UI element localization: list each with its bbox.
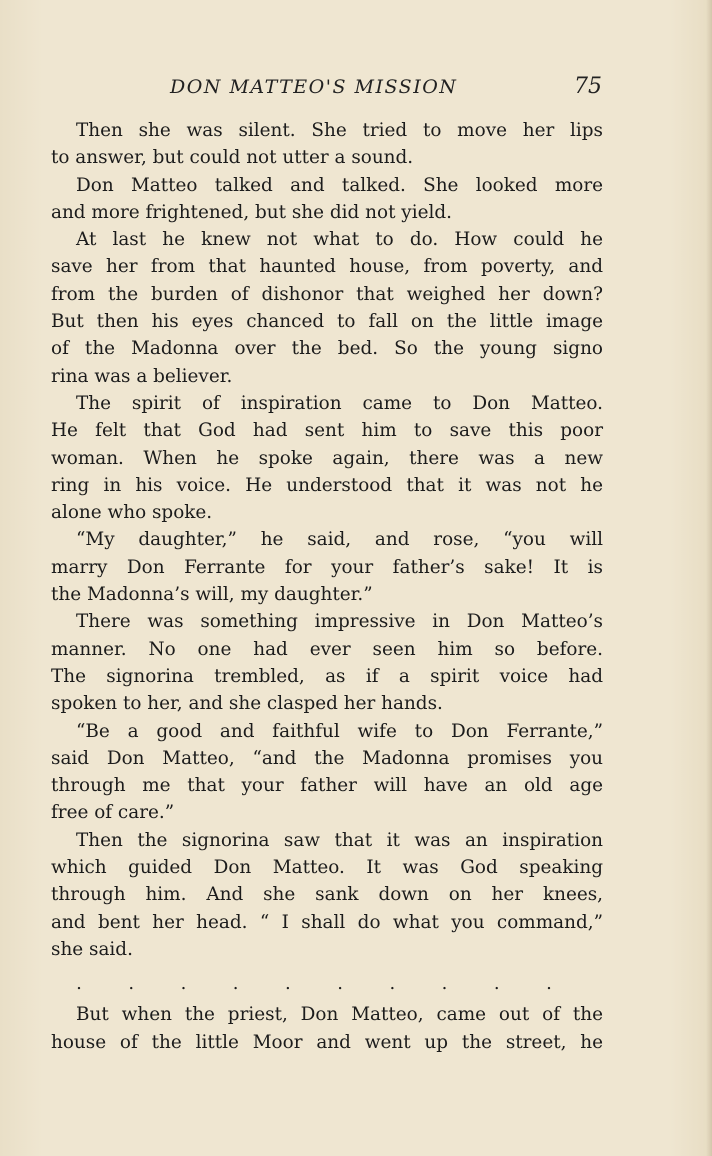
text-line: said Don Matteo, “and the Madonna promises you: [51, 747, 603, 769]
text-line: spoken to her, and she clasped her hands.: [51, 693, 443, 715]
text-line: which guided Don Matteo. It was God speaking: [51, 857, 603, 879]
text-line: and bent her head. “ I shall do what you command,”: [51, 911, 603, 933]
separator-dot: .: [128, 973, 135, 995]
text-line: alone who spoke.: [51, 502, 213, 524]
text-line: the Madonna’s will, my daughter.”: [51, 584, 373, 606]
text-line: marry Don Ferrante for your father’s sake! It is: [51, 556, 603, 578]
text-line: But then his eyes chanced to fall on the little image: [51, 311, 603, 333]
separator-dot: .: [546, 973, 552, 995]
text-line: “Be a good and faithful wife to Don Ferrante,”: [76, 720, 603, 742]
text-line: Don Matteo talked and talked. She looked more: [76, 174, 603, 196]
paragraph-1: [51, 117, 603, 172]
page-edge-shadow: [706, 0, 712, 1156]
text-line: house of the little Moor and went up the street, he: [51, 1031, 603, 1053]
text-line: He felt that God had sent him to save this poor: [51, 420, 603, 442]
text-line: ring in his voice. He understood that it was not he: [51, 474, 603, 496]
separator-dot: .: [441, 973, 448, 995]
text-line: The signorina trembled, as if a spirit voice had: [51, 665, 603, 687]
separator-dot: .: [389, 973, 396, 995]
text-line: Then she was silent. She tried to move her lips: [76, 120, 603, 141]
text-line: There was something impressive in Don Matteo’s: [76, 611, 603, 633]
paragraph-3: [51, 226, 603, 390]
paragraph-8: [51, 827, 603, 963]
separator-dot: .: [76, 973, 82, 995]
text-line: At last he knew not what to do. How could he: [76, 229, 603, 251]
text-line: from the burden of dishonor that weighed her down?: [51, 283, 603, 305]
text-line: to answer, but could not utter a sound.: [51, 147, 414, 169]
text-line: and more frightened, but she did not yield.: [51, 201, 452, 223]
page-header: [50, 66, 606, 106]
section-separator: [76, 975, 552, 993]
text-line: save her from that haunted house, from poverty, and: [51, 256, 603, 278]
text-line: But when the priest, Don Matteo, came out of the: [76, 1004, 603, 1026]
separator-dot: .: [285, 973, 291, 995]
text-line: through him. And she sank down on her knees,: [51, 884, 603, 906]
paragraph-6: [51, 608, 603, 717]
text-line: woman. When he spoke again, there was a new: [51, 447, 603, 469]
text-line: of the Madonna over the bed. So the young signo: [51, 338, 603, 360]
final-paragraph: [51, 1001, 603, 1056]
running-title: DON MATTEO'S MISSION: [170, 76, 458, 98]
separator-dot: .: [232, 973, 239, 995]
paragraph-5: [51, 526, 603, 608]
page-number: 75: [574, 74, 602, 99]
text-line: manner. No one had ever seen him so before.: [51, 638, 603, 660]
paragraph-2: [51, 172, 603, 227]
separator-dot: .: [493, 973, 500, 995]
text-line: she said.: [51, 938, 133, 960]
text-line: The spirit of inspiration came to Don Matteo.: [76, 392, 603, 414]
text-line: free of care.”: [51, 802, 175, 824]
paragraph-4: [51, 390, 603, 526]
text-line: “My daughter,” he said, and rose, “you will: [76, 529, 603, 551]
separator-dot: .: [180, 973, 187, 995]
text-line: Then the signorina saw that it was an inspiration: [76, 829, 603, 851]
separator-dot: .: [337, 973, 343, 995]
text-line: rina was a believer.: [51, 365, 233, 387]
body-text: [51, 117, 603, 1056]
text-line: through me that your father will have an old age: [51, 775, 603, 797]
paragraph-7: [51, 718, 603, 827]
